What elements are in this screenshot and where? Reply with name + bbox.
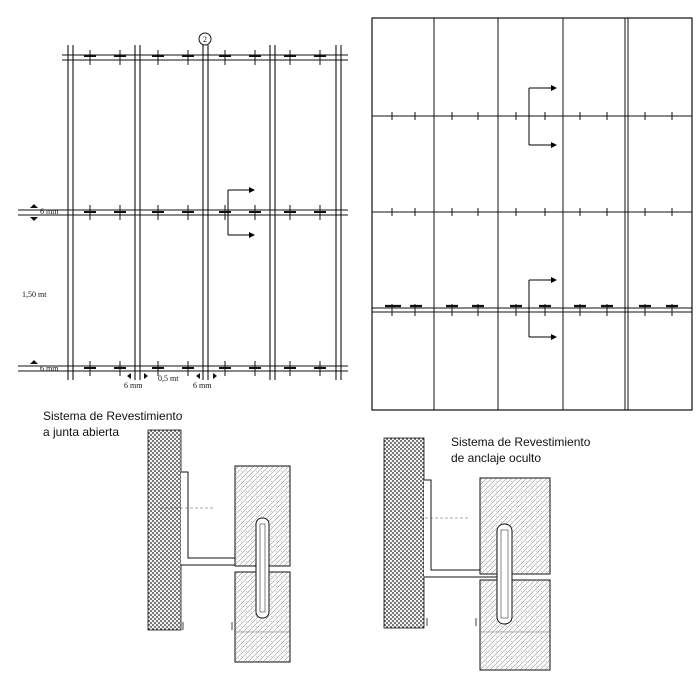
wall-section [384,438,424,628]
dim-joint-vertical-left: 6 mm [124,381,143,390]
dim-joint-vertical-right: 6 mm [193,381,212,390]
wall-section [148,430,181,630]
open-joint-facade-elevation [18,33,348,390]
open-joint-section-detail [43,409,290,662]
hidden-anchor-facade-elevation [372,18,692,410]
dim-joint-horizontal-bottom: 6 mm [40,364,59,373]
dim-panel-height: 1,50 mt [22,290,47,299]
caption-open-joint-line2: a junta abierta [43,425,120,439]
dim-joint-horizontal-top: 6 mm [40,207,59,216]
anchor-ticks [84,50,326,376]
joint-marker [199,33,211,45]
stone-panel-lower [480,580,550,670]
joint-marker-label: 2 [203,35,207,44]
facade-frame [372,18,692,410]
stone-panel-upper [480,478,550,574]
hidden-anchor-section-detail [384,435,591,670]
caption-open-joint-line1: Sistema de Revestimiento [43,409,183,423]
caption-hidden-anchor-line2: de anclaje oculto [451,451,542,465]
dim-panel-gap: 0,5 mt [158,374,179,383]
vertical-mullions [68,45,341,380]
caption-hidden-anchor-line1: Sistema de Revestimiento [451,435,591,449]
